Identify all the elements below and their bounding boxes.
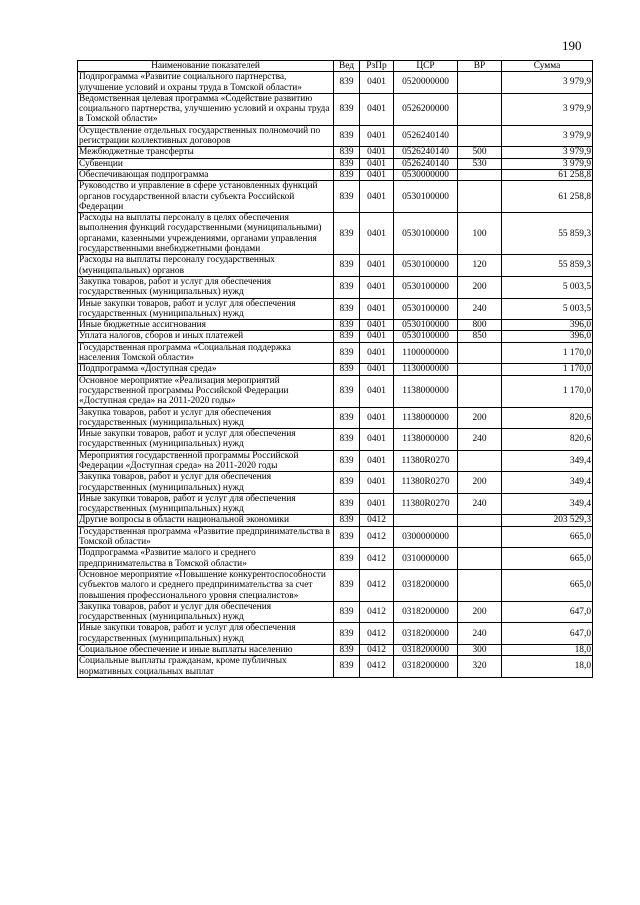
cell-vr: 100 [458,213,502,255]
cell-rzpr: 0401 [360,93,394,125]
cell-csr: 11380R0270 [394,493,458,515]
cell-sum: 647,0 [502,623,593,645]
cell-vr: 200 [458,407,502,429]
cell-csr: 0318200000 [394,601,458,623]
cell-name: Закупка товаров, работ и услуг для обеспечения государственных (муниципальных) нужд [78,407,334,429]
cell-sum: 55 859,3 [502,213,593,255]
cell-vr [458,342,502,364]
cell-csr: 0318200000 [394,623,458,645]
cell-sum: 55 859,3 [502,255,593,277]
cell-sum: 1 170,0 [502,364,593,375]
cell-ved: 839 [334,93,360,125]
cell-rzpr: 0412 [360,569,394,601]
page-number: 190 [562,38,582,53]
cell-sum: 3 979,9 [502,147,593,158]
cell-rzpr: 0412 [360,656,394,678]
cell-rzpr: 0412 [360,526,394,548]
cell-csr: 0318200000 [394,645,458,656]
cell-csr: 0526200000 [394,93,458,125]
cell-rzpr: 0401 [360,72,394,94]
cell-csr: 0530100000 [394,320,458,331]
table-row [78,601,593,623]
cell-ved: 839 [334,623,360,645]
table-row [78,320,593,331]
cell-csr: 0318200000 [394,656,458,678]
cell-name: Межбюджетные трансферты [78,147,334,158]
cell-rzpr: 0401 [360,320,394,331]
cell-sum: 349,4 [502,493,593,515]
cell-ved: 839 [334,569,360,601]
cell-sum: 3 979,9 [502,158,593,169]
cell-rzpr: 0412 [360,548,394,570]
cell-name: Социальное обеспечение и иные выплаты населению [78,645,334,656]
table-body [78,72,593,678]
cell-ved: 839 [334,255,360,277]
table-row [78,158,593,169]
table-row [78,472,593,494]
cell-sum: 5 003,5 [502,276,593,298]
cell-sum: 665,0 [502,548,593,570]
cell-csr: 0530100000 [394,331,458,342]
cell-name: Мероприятия государственной программы Российской Федерации «Доступная среда» на 2011-2020 годы [78,450,334,472]
cell-ved: 839 [334,125,360,147]
cell-ved: 839 [334,364,360,375]
cell-sum: 349,4 [502,472,593,494]
cell-csr: 0526240140 [394,147,458,158]
cell-csr: 0318200000 [394,569,458,601]
table-row [78,429,593,451]
header-ved: Вед [334,61,360,72]
cell-name: Основное мероприятие «Повышение конкурентоспособности субъектов малого и среднего предпринимательства за счет повышения профессионального уровня специалистов» [78,569,334,601]
cell-csr: 0530100000 [394,255,458,277]
cell-rzpr: 0412 [360,623,394,645]
cell-rzpr: 0401 [360,364,394,375]
cell-ved: 839 [334,601,360,623]
table-row [78,407,593,429]
cell-name: Иные закупки товаров, работ и услуг для обеспечения государственных (муниципальных) нужд [78,429,334,451]
cell-sum: 61 258,8 [502,169,593,180]
cell-csr: 0530100000 [394,213,458,255]
cell-sum: 3 979,9 [502,125,593,147]
cell-csr: 0310000000 [394,548,458,570]
budget-table [77,60,593,678]
cell-name: Ведомственная целевая программа «Содействие развитию социального партнерства, улучшению условий и охраны труда в Томской области» [78,93,334,125]
cell-rzpr: 0412 [360,601,394,623]
cell-sum: 396,0 [502,331,593,342]
cell-ved: 839 [334,515,360,526]
cell-rzpr: 0401 [360,493,394,515]
cell-rzpr: 0401 [360,213,394,255]
table-row [78,147,593,158]
cell-ved: 839 [334,656,360,678]
cell-name: Подпрограмма «Доступная среда» [78,364,334,375]
cell-rzpr: 0401 [360,331,394,342]
cell-name: Руководство и управление в сфере установленных функций органов государственной власти субъекта Российской Федерации [78,181,334,213]
cell-name: Государственная программа «Социальная поддержка населения Томской области» [78,342,334,364]
cell-sum: 203 529,3 [502,515,593,526]
cell-csr: 0530000000 [394,169,458,180]
cell-vr: 500 [458,147,502,158]
cell-sum: 1 170,0 [502,375,593,407]
table-row [78,169,593,180]
cell-rzpr: 0401 [360,255,394,277]
cell-name: Подпрограмма «Развитие социального партнерства, улучшение условий и охраны труда в Томской области» [78,72,334,94]
cell-ved: 839 [334,331,360,342]
cell-ved: 839 [334,158,360,169]
cell-name: Осуществление отдельных государственных полномочий по регистрации коллективных договоров [78,125,334,147]
cell-csr: 11380R0270 [394,472,458,494]
cell-rzpr: 0401 [360,342,394,364]
cell-csr [394,515,458,526]
cell-sum: 18,0 [502,656,593,678]
cell-ved: 839 [334,169,360,180]
table-row [78,375,593,407]
cell-csr: 0526240140 [394,158,458,169]
cell-vr [458,125,502,147]
cell-vr: 240 [458,493,502,515]
cell-vr: 850 [458,331,502,342]
cell-vr: 800 [458,320,502,331]
cell-vr: 320 [458,656,502,678]
cell-ved: 839 [334,407,360,429]
cell-ved: 839 [334,526,360,548]
cell-vr: 120 [458,255,502,277]
cell-name: Подпрограмма «Развитие малого и среднего предпринимательства в Томской области» [78,548,334,570]
header-sum: Сумма [502,61,593,72]
cell-name: Иные закупки товаров, работ и услуг для обеспечения государственных (муниципальных) нужд [78,623,334,645]
cell-csr: 1138000000 [394,375,458,407]
cell-rzpr: 0412 [360,645,394,656]
cell-sum: 665,0 [502,526,593,548]
table-row [78,93,593,125]
cell-sum: 18,0 [502,645,593,656]
table-row [78,364,593,375]
cell-name: Государственная программа «Развитие предпринимательства в Томской области» [78,526,334,548]
cell-ved: 839 [334,147,360,158]
table-row [78,515,593,526]
cell-name: Уплата налогов, сборов и иных платежей [78,331,334,342]
table-row [78,526,593,548]
cell-csr: 0530100000 [394,181,458,213]
cell-csr: 1138000000 [394,429,458,451]
cell-name: Закупка товаров, работ и услуг для обеспечения государственных (муниципальных) нужд [78,276,334,298]
cell-rzpr: 0401 [360,181,394,213]
table-row [78,342,593,364]
table-row [78,181,593,213]
cell-ved: 839 [334,645,360,656]
cell-csr: 1138000000 [394,407,458,429]
cell-vr [458,569,502,601]
cell-vr [458,450,502,472]
cell-rzpr: 0401 [360,147,394,158]
cell-vr [458,169,502,180]
cell-ved: 839 [334,181,360,213]
cell-rzpr: 0401 [360,472,394,494]
cell-name: Расходы на выплаты персоналу государственных (муниципальных) органов [78,255,334,277]
cell-ved: 839 [334,276,360,298]
cell-name: Основное мероприятие «Реализация мероприятий государственной программы Российской Федерации «Доступная среда» на 2011-2020 годы» [78,375,334,407]
table-row [78,72,593,94]
cell-rzpr: 0401 [360,450,394,472]
table-header-row [78,61,593,72]
cell-ved: 839 [334,375,360,407]
cell-ved: 839 [334,320,360,331]
cell-csr: 1100000000 [394,342,458,364]
cell-name: Иные закупки товаров, работ и услуг для обеспечения государственных (муниципальных) нужд [78,298,334,320]
cell-csr: 0526240140 [394,125,458,147]
header-rzpr: РзПр [360,61,394,72]
cell-ved: 839 [334,450,360,472]
cell-rzpr: 0401 [360,407,394,429]
cell-vr [458,93,502,125]
cell-ved: 839 [334,472,360,494]
cell-vr: 530 [458,158,502,169]
cell-vr [458,181,502,213]
table-row [78,645,593,656]
cell-name: Социальные выплаты гражданам, кроме публичных нормативных социальных выплат [78,656,334,678]
table-row [78,493,593,515]
cell-vr: 240 [458,623,502,645]
cell-ved: 839 [334,429,360,451]
cell-sum: 820,6 [502,407,593,429]
cell-csr: 1130000000 [394,364,458,375]
cell-ved: 839 [334,548,360,570]
cell-csr: 0530100000 [394,298,458,320]
cell-sum: 820,6 [502,429,593,451]
cell-name: Закупка товаров, работ и услуг для обеспечения государственных (муниципальных) нужд [78,472,334,494]
cell-vr: 300 [458,645,502,656]
table-row [78,450,593,472]
cell-csr: 0520000000 [394,72,458,94]
cell-sum: 61 258,8 [502,181,593,213]
cell-name: Обеспечивающая подпрограмма [78,169,334,180]
cell-vr [458,72,502,94]
cell-vr: 200 [458,601,502,623]
cell-vr: 200 [458,276,502,298]
cell-ved: 839 [334,298,360,320]
header-vr: ВР [458,61,502,72]
cell-vr [458,375,502,407]
cell-rzpr: 0401 [360,298,394,320]
cell-vr [458,526,502,548]
cell-vr: 200 [458,472,502,494]
cell-name: Иные бюджетные ассигнования [78,320,334,331]
cell-csr: 0530100000 [394,276,458,298]
cell-name: Иные закупки товаров, работ и услуг для обеспечения государственных (муниципальных) нужд [78,493,334,515]
header-csr: ЦСР [394,61,458,72]
header-name: Наименование показателей [78,61,334,72]
cell-vr: 240 [458,298,502,320]
cell-ved: 839 [334,72,360,94]
table-row [78,656,593,678]
cell-sum: 1 170,0 [502,342,593,364]
cell-sum: 3 979,9 [502,72,593,94]
table-row [78,298,593,320]
cell-rzpr: 0401 [360,375,394,407]
cell-sum: 5 003,5 [502,298,593,320]
cell-rzpr: 0401 [360,169,394,180]
cell-name: Другие вопросы в области национальной экономики [78,515,334,526]
cell-rzpr: 0401 [360,276,394,298]
cell-name: Закупка товаров, работ и услуг для обеспечения государственных (муниципальных) нужд [78,601,334,623]
cell-sum: 349,4 [502,450,593,472]
cell-rzpr: 0401 [360,158,394,169]
cell-csr: 0300000000 [394,526,458,548]
cell-vr: 240 [458,429,502,451]
cell-name: Субвенции [78,158,334,169]
table-row [78,548,593,570]
cell-sum: 647,0 [502,601,593,623]
table-row [78,331,593,342]
cell-csr: 11380R0270 [394,450,458,472]
cell-vr [458,548,502,570]
cell-vr [458,364,502,375]
cell-vr [458,515,502,526]
table-row [78,125,593,147]
table-row [78,623,593,645]
cell-name: Расходы на выплаты персоналу в целях обеспечения выполнения функций государственными (муниципальными) органами, казенными учреждениями, органами управления государственными внебюджетными фондами [78,213,334,255]
table-row [78,276,593,298]
cell-rzpr: 0412 [360,515,394,526]
cell-ved: 839 [334,213,360,255]
cell-sum: 3 979,9 [502,93,593,125]
cell-ved: 839 [334,493,360,515]
cell-rzpr: 0401 [360,125,394,147]
table-row [78,569,593,601]
table-row [78,213,593,255]
cell-ved: 839 [334,342,360,364]
cell-sum: 665,0 [502,569,593,601]
table-row [78,255,593,277]
cell-sum: 396,0 [502,320,593,331]
cell-rzpr: 0401 [360,429,394,451]
